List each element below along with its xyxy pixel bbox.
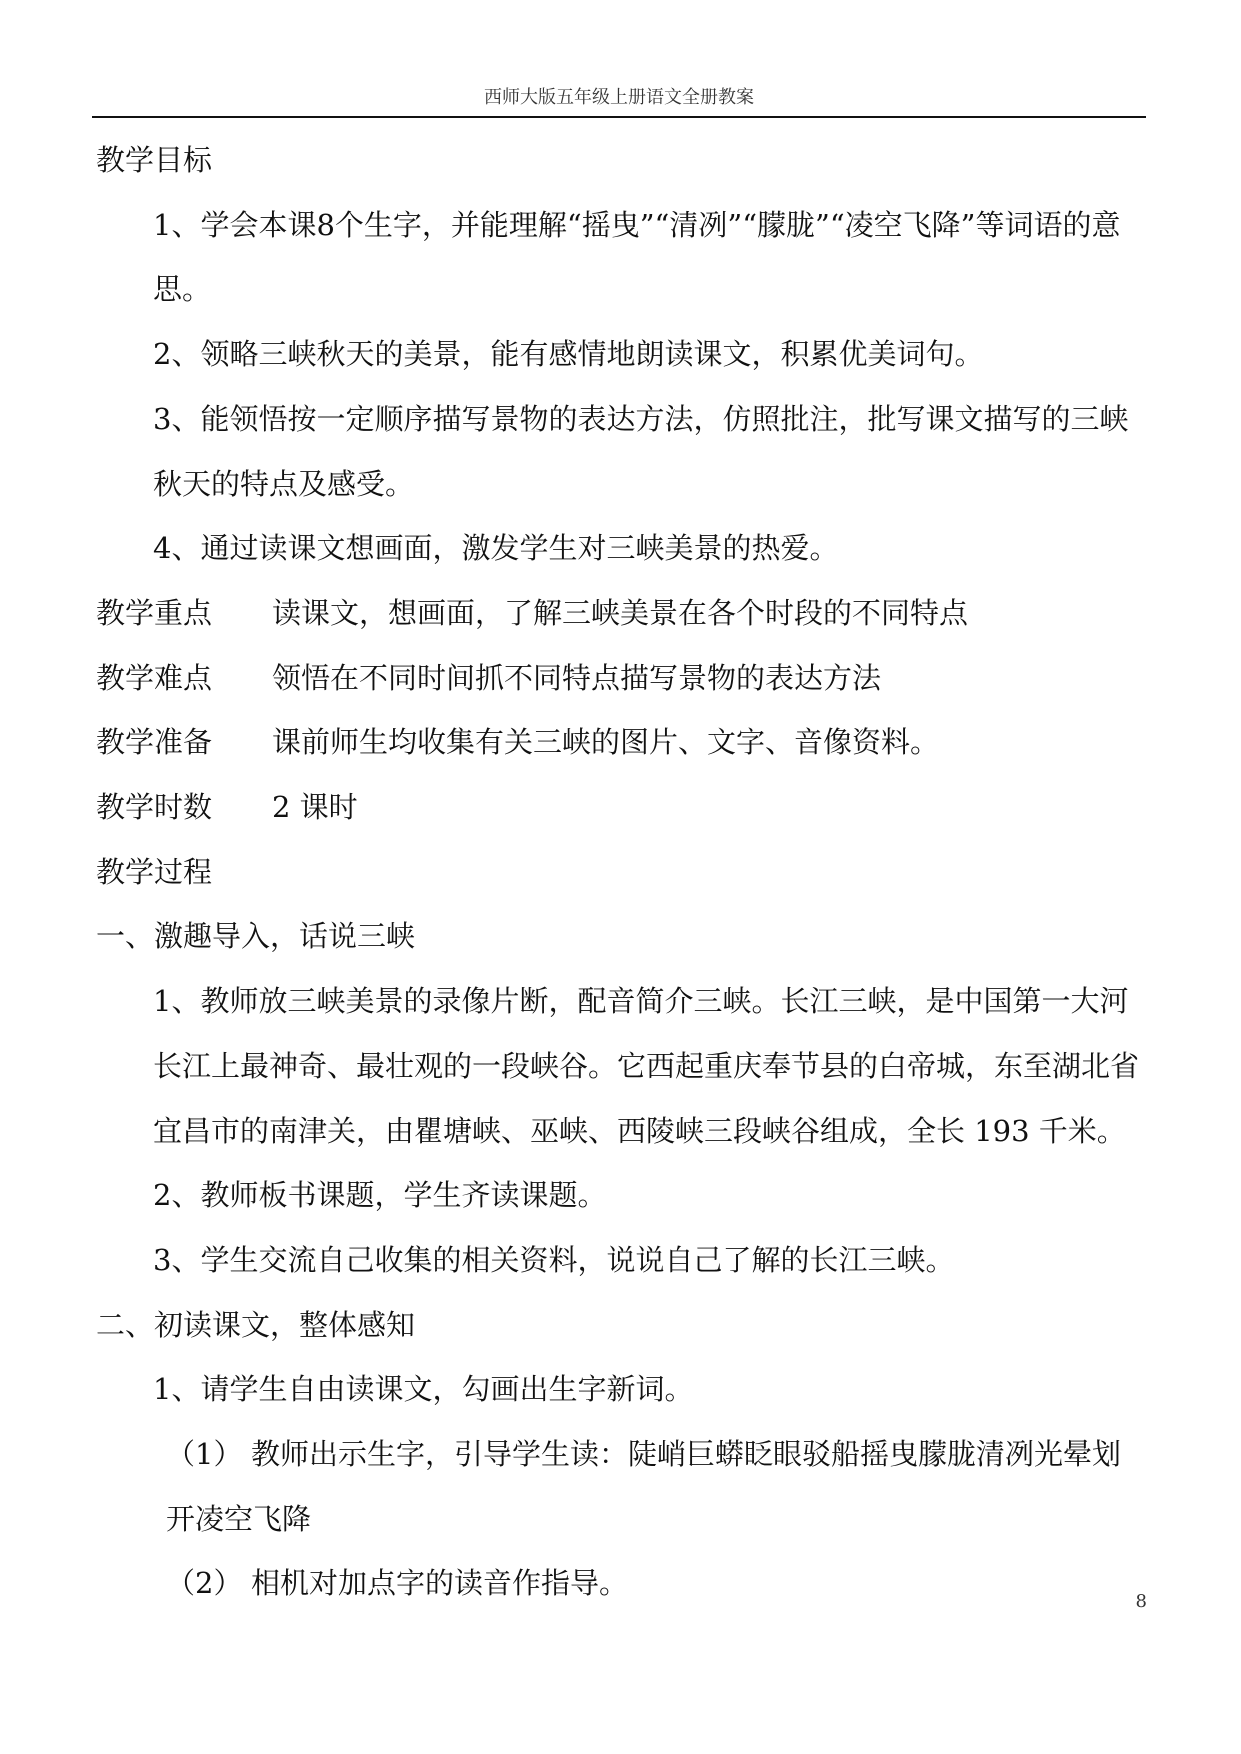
field-label: 教学时数 xyxy=(96,790,213,825)
section-heading: 一、激趣导入，话说三峡 xyxy=(96,919,416,954)
goals-heading: 教学目标 xyxy=(96,143,213,177)
sub-item-text: 相机对加点字的读音作指导。 xyxy=(251,1566,629,1601)
goal-item: 1、学会本课8个生字，并能理解“摇曳”“清冽”“朦胧”“凌空飞降”等词语的意思。 xyxy=(153,207,1121,307)
sub-item xyxy=(96,1551,1146,1616)
field-label: 教学难点 xyxy=(96,660,213,695)
sub-item-text: 教师出示生字，引导学生读：陡峭巨蟒眨眼驳船摇曳朦胧清冽光晕划开凌空飞降 xyxy=(166,1437,1122,1536)
page-header: 西师大版五年级上册语文全册教案 xyxy=(484,87,754,108)
process-heading: 教学过程 xyxy=(96,854,213,889)
field-value: 课前师生均收集有关三峡的图片、文字、音像资料。 xyxy=(272,725,940,760)
field-row xyxy=(96,710,1146,775)
sub-item-number: （1） xyxy=(166,1437,243,1472)
field-label: 教学重点 xyxy=(96,595,213,630)
process-item: 1、请学生自由读课文，勾画出生字新词。 xyxy=(153,1372,694,1407)
goal-item: 4、通过读课文想画面，激发学生对三峡美景的热爱。 xyxy=(153,531,839,566)
field-row xyxy=(96,646,1146,711)
field-row xyxy=(96,581,1146,646)
goal-item: 3、能领悟按一定顺序描写景物的表达方法，仿照批注，批写课文描写的三峡秋天的特点及感受。 xyxy=(153,401,1129,501)
goal-item: 2、领略三峡秋天的美景，能有感情地朗读课文，积累优美词句。 xyxy=(153,337,984,372)
process-item: 2、教师板书课题，学生齐读课题。 xyxy=(153,1178,607,1213)
field-value: 领悟在不同时间抓不同特点描写景物的表达方法 xyxy=(272,660,882,695)
section-heading: 二、初读课文，整体感知 xyxy=(96,1307,416,1342)
field-value: 2 课时 xyxy=(272,790,358,825)
field-row xyxy=(96,775,1146,840)
sub-item xyxy=(96,1422,1146,1551)
page-number: 8 xyxy=(1135,1591,1147,1612)
sub-item-number: （2） xyxy=(166,1566,243,1601)
field-label: 教学准备 xyxy=(96,725,213,760)
process-item: 3、学生交流自己收集的相关资料，说说自己了解的长江三峡。 xyxy=(153,1242,955,1277)
process-item: 1、教师放三峡美景的录像片断，配音简介三峡。长江三峡，是中国第一大河长江上最神奇、最壮观的一段峡谷。它西起重庆奉节县的白帝城，东至湖北省宜昌市的南津关，由瞿塘峡、巫峡、西陵峡三段峡谷组成，全长 193 千米。 xyxy=(153,984,1140,1148)
field-value: 读课文，想画面，了解三峡美景在各个时段的不同特点 xyxy=(272,595,969,630)
lesson-plan-body xyxy=(96,128,1146,1616)
header-rule xyxy=(92,116,1146,118)
